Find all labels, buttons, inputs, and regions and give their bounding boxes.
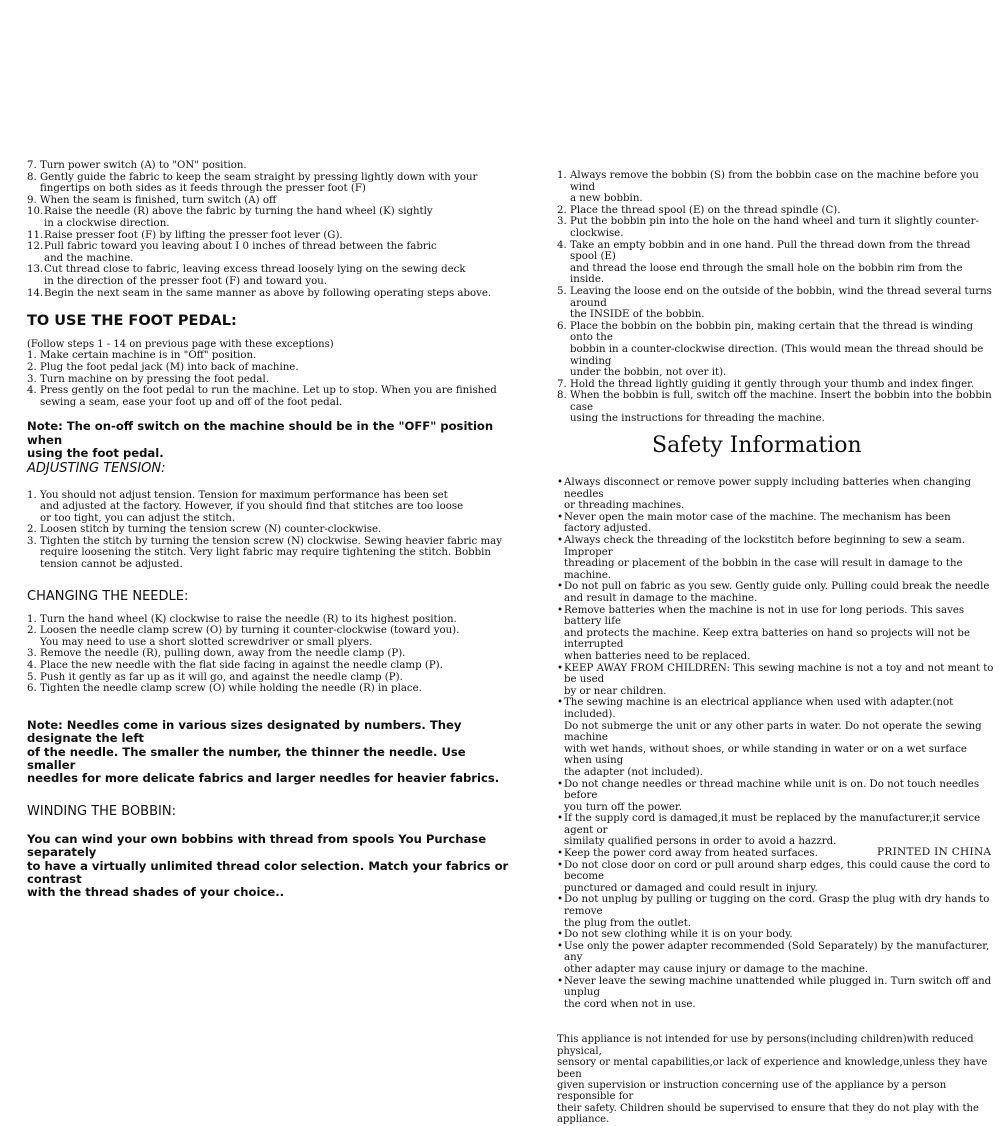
- operating-steps-list: [27, 160, 517, 299]
- list-item-number: 2.: [27, 524, 37, 536]
- list-item-number: 3.: [27, 373, 37, 385]
- foot-pedal-heading: TO USE THE FOOT PEDAL:: [27, 313, 237, 330]
- list-item-text: Place the bobbin on the bobbin pin, making certain that the thread is winding onto the bobbin in a counter-clockwise direction. (This would mean the thread should be winding under the bobbin, not over it).: [570, 320, 984, 379]
- safety-title: Safety Information: [652, 433, 862, 459]
- list-item: [557, 379, 997, 391]
- list-item-number: 3.: [27, 535, 37, 547]
- list-item-text: Loosen the needle clamp screw (O) by turning it counter-clockwise (toward you). You may need to use a short slotted screwdriver or small plyers.: [40, 625, 460, 648]
- list-item-number: 7.: [557, 378, 567, 390]
- list-item-number: 10.: [27, 206, 44, 218]
- list-item-number: 4.: [27, 660, 37, 672]
- list-item-number: 5.: [557, 285, 567, 297]
- list-item: [27, 524, 517, 536]
- list-item: [557, 170, 997, 205]
- list-item-number: 2.: [557, 204, 567, 216]
- list-item-text: Take an empty bobbin and in one hand. Pull the thread down from the thread spool (E) and thread the loose end through the small hole on the bobbin rim from the inside.: [570, 239, 971, 286]
- tension-steps-list: [27, 490, 517, 571]
- list-item-number: 12.: [27, 241, 44, 253]
- winding-bobbin-text: You can wind your own bobbins with thread from spools You Purchase separately to have a virtually unlimited thread color selection. Match your fabrics or contrast with the thread shades of your choice..: [27, 831, 509, 900]
- list-item-number: 8.: [27, 171, 37, 183]
- list-item-text: Push it gently as far up as it will go, and against the needle clamp (P).: [40, 671, 403, 683]
- list-item-number: 6.: [557, 320, 567, 332]
- list-item: [27, 206, 517, 229]
- list-item: [27, 648, 517, 660]
- list-item-text: Put the bobbin pin into the hole on the hand wheel and turn it slightly counter-clockwise.: [570, 216, 979, 239]
- safety-item: • If the supply cord is damaged,it must be replaced by the manufacturer,it service agent or similaty qualified persons in order to avoid a hazzrd.: [557, 813, 997, 848]
- list-item: [27, 490, 517, 525]
- needle-note: Note: Needles come in various sizes designated by numbers. They designate the left of the needle. The smaller the number, the thinner the needle. Use smaller needles for more delicate fabrics and larger needles for heavier fabrics.: [27, 717, 500, 786]
- list-item-number: 2.: [27, 625, 37, 637]
- list-item-text: Turn machine on by pressing the foot pedal.: [40, 373, 269, 385]
- list-item: [557, 390, 997, 425]
- list-item: [27, 195, 517, 207]
- list-item: [27, 241, 517, 264]
- safety-list: [557, 477, 997, 1010]
- list-item-text: Cut thread close to fabric, leaving excess thread loosely lying on the sewing deck in the direction of the presser foot (F) and toward you.: [44, 264, 466, 287]
- list-item-number: 14.: [27, 287, 44, 299]
- printed-in-china: PRINTED IN CHINA: [877, 846, 992, 858]
- safety-item: • Do not close door on cord or pull around sharp edges, this could cause the cord to become punctured or damaged and could result in injury.: [557, 860, 997, 895]
- safety-item: • Use only the power adapter recommended (Sold Separately) by the manufacturer, any other adapter may cause injury or damage to the machine.: [557, 941, 997, 976]
- foot-pedal-steps-list: [27, 350, 517, 408]
- list-item-number: 13.: [27, 264, 44, 276]
- list-item-text: Always remove the bobbin (S) from the bobbin case on the machine before you wind a new bobbin.: [570, 170, 979, 205]
- list-item-number: 1.: [557, 170, 567, 181]
- safety-item: • Always check the threading of the lockstitch before beginning to sew a seam. Improper threading or placement of the bobbin in the case will result in damage to the machine.: [557, 535, 997, 581]
- list-item: [27, 385, 517, 408]
- tension-heading: ADJUSTING TENSION:: [27, 460, 166, 476]
- list-item: [27, 625, 517, 648]
- list-item: [27, 350, 517, 362]
- safety-item: • Always disconnect or remove power supply including batteries when changing needles or threading machines.: [557, 477, 997, 512]
- list-item-text: Loosen stitch by turning the tension screw (N) counter-clockwise.: [40, 524, 382, 536]
- list-item: [27, 683, 517, 695]
- list-item-number: 3.: [27, 648, 37, 660]
- list-item-text: Hold the thread lightly guiding it gently through your thumb and index finger.: [570, 378, 975, 390]
- list-item-number: 11.: [27, 229, 44, 241]
- foot-pedal-note: Note: The on-off switch on the machine should be in the "OFF" position when using the foot pedal.: [27, 419, 494, 461]
- list-item-text: Make certain machine is in "Off" position.: [40, 350, 257, 362]
- list-item-number: 9.: [27, 194, 37, 206]
- list-item: [557, 216, 997, 239]
- list-item-number: 1.: [27, 613, 37, 625]
- list-item-text: Remove the needle (R), pulling down, away from the needle clamp (P).: [40, 648, 406, 660]
- list-item-text: Place the thread spool (E) on the thread spindle (C).: [570, 204, 841, 216]
- list-item-text: Turn power switch (A) to "ON" position.: [40, 160, 247, 171]
- list-item-text: Place the new needle with the flat side facing in against the needle clamp (P).: [40, 660, 443, 672]
- list-item-number: 2.: [27, 361, 37, 373]
- safety-item: • Never open the main motor case of the machine. The mechanism has been factory adjusted.: [557, 512, 997, 535]
- safety-item: • Do not change needles or thread machine while unit is on. Do not touch needles before you turn off the power.: [557, 779, 997, 814]
- safety-item: • KEEP AWAY FROM CHILDREN: This sewing machine is not a toy and not meant to be used by or near children.: [557, 663, 997, 698]
- list-item-text: When the bobbin is full, switch off the machine. Insert the bobbin into the bobbin case using the instructions for threading the machine.: [570, 390, 992, 425]
- left-column: [27, 160, 517, 900]
- safety-item: • Do not unplug by pulling or tugging on the cord. Grasp the plug with dry hands to remove the plug from the outlet.: [557, 894, 997, 929]
- list-item-number: 4.: [27, 385, 37, 397]
- list-item-text: Tighten the stitch by turning the tension screw (N) clockwise. Sewing heavier fabric may require loosening the stitch. Very light fabric may require tightening the stitch. Bobbin tension cannot be adjusted.: [40, 535, 502, 571]
- list-item-number: 4.: [557, 239, 567, 251]
- list-item-text: Tighten the needle clamp screw (O) while holding the needle (R) in place.: [40, 683, 422, 695]
- winding-bobbin-heading: WINDING THE BOBBIN:: [27, 803, 176, 819]
- safety-item: • Do not pull on fabric as you sew. Gently guide only. Pulling could break the needle and result in damage to the machine.: [557, 581, 997, 604]
- list-item: [27, 288, 517, 300]
- list-item: [27, 660, 517, 672]
- list-item: [27, 230, 517, 242]
- safety-item: • Keep the power cord away from heated surfaces.: [557, 848, 997, 860]
- list-item-text: Turn the hand wheel (K) clockwise to raise the needle (R) to its highest position.: [40, 613, 457, 625]
- list-item-number: 1.: [27, 350, 37, 362]
- list-item-text: Begin the next seam in the same manner as above by following operating steps above.: [44, 287, 492, 299]
- list-item: [27, 264, 517, 287]
- list-item-number: 5.: [27, 671, 37, 683]
- safety-item: • The sewing machine is an electrical appliance when used with adapter.(not included). Do not submerge the unit or any other parts in water. Do not operate the sewing machine with wet hands, without shoes, or while standing in water or on a wet surface when using the adapter (not included).: [557, 697, 997, 778]
- list-item: [27, 672, 517, 684]
- list-item-text: Press gently on the foot pedal to run the machine. Let up to stop. When you are finished sewing a seam, ease your foot up and off of the foot pedal.: [40, 385, 497, 408]
- list-item-number: 6.: [27, 683, 37, 695]
- list-item: [557, 286, 997, 321]
- list-item: [27, 614, 517, 626]
- list-item: [27, 362, 517, 374]
- needle-heading: CHANGING THE NEEDLE:: [27, 588, 189, 604]
- list-item: [557, 321, 997, 379]
- list-item: [557, 240, 997, 286]
- list-item-number: 8.: [557, 390, 567, 402]
- needle-steps-list: [27, 614, 517, 695]
- bobbin-steps-list: [557, 170, 997, 425]
- right-column: [557, 170, 997, 1126]
- list-item: [27, 160, 517, 172]
- appliance-notice: This appliance is not intended for use by persons(including children)with reduced physical, sensory or mental capabilities,or lack of experience and knowledge,unless they have been given supervision or instruction concerning use of the appliance by a person responsible for their safety. Children should be supervised to ensure that they do not play with the appliance.: [557, 1034, 988, 1126]
- list-item-number: 3.: [557, 216, 567, 228]
- list-item: [27, 536, 517, 571]
- list-item-text: Pull fabric toward you leaving about I 0 inches of thread between the fabric and the machine.: [44, 241, 437, 264]
- list-item-text: Raise presser foot (F) by lifting the presser foot lever (G).: [44, 229, 343, 241]
- list-item: [557, 205, 997, 217]
- safety-item: • Remove batteries when the machine is not in use for long periods. This saves battery life and protects the machine. Keep extra batteries on hand so projects will not be interrupted when batteries need to be replaced.: [557, 605, 997, 663]
- foot-pedal-intro: (Follow steps 1 - 14 on previous page with these exceptions): [27, 339, 334, 351]
- safety-item: • Never leave the sewing machine unattended while plugged in. Turn switch off and unplug the cord when not in use.: [557, 976, 997, 1011]
- list-item-number: 1.: [27, 489, 37, 501]
- list-item-number: 7.: [27, 160, 37, 171]
- list-item-text: Plug the foot pedal jack (M) into back of machine.: [40, 361, 299, 373]
- list-item-text: Leaving the loose end on the outside of the bobbin, wind the thread several turns around the INSIDE of the bobbin.: [570, 285, 992, 321]
- list-item: [27, 374, 517, 386]
- list-item: [27, 172, 517, 195]
- list-item-text: When the seam is finished, turn switch (A) off: [40, 194, 277, 206]
- list-item-text: Gently guide the fabric to keep the seam straight by pressing lightly down with your fingertips on both sides as it feeds through the presser foot (F): [40, 171, 478, 195]
- safety-item: • Do not sew clothing while it is on your body.: [557, 929, 997, 941]
- list-item-text: You should not adjust tension. Tension for maximum performance has been set and adjusted at the factory. However, if you should find that stitches are too loose or too tight, you can adjust the stitch.: [40, 489, 464, 524]
- list-item-text: Raise the needle (R) above the fabric by turning the hand wheel (K) sightly in a clockwise direction.: [44, 206, 433, 229]
